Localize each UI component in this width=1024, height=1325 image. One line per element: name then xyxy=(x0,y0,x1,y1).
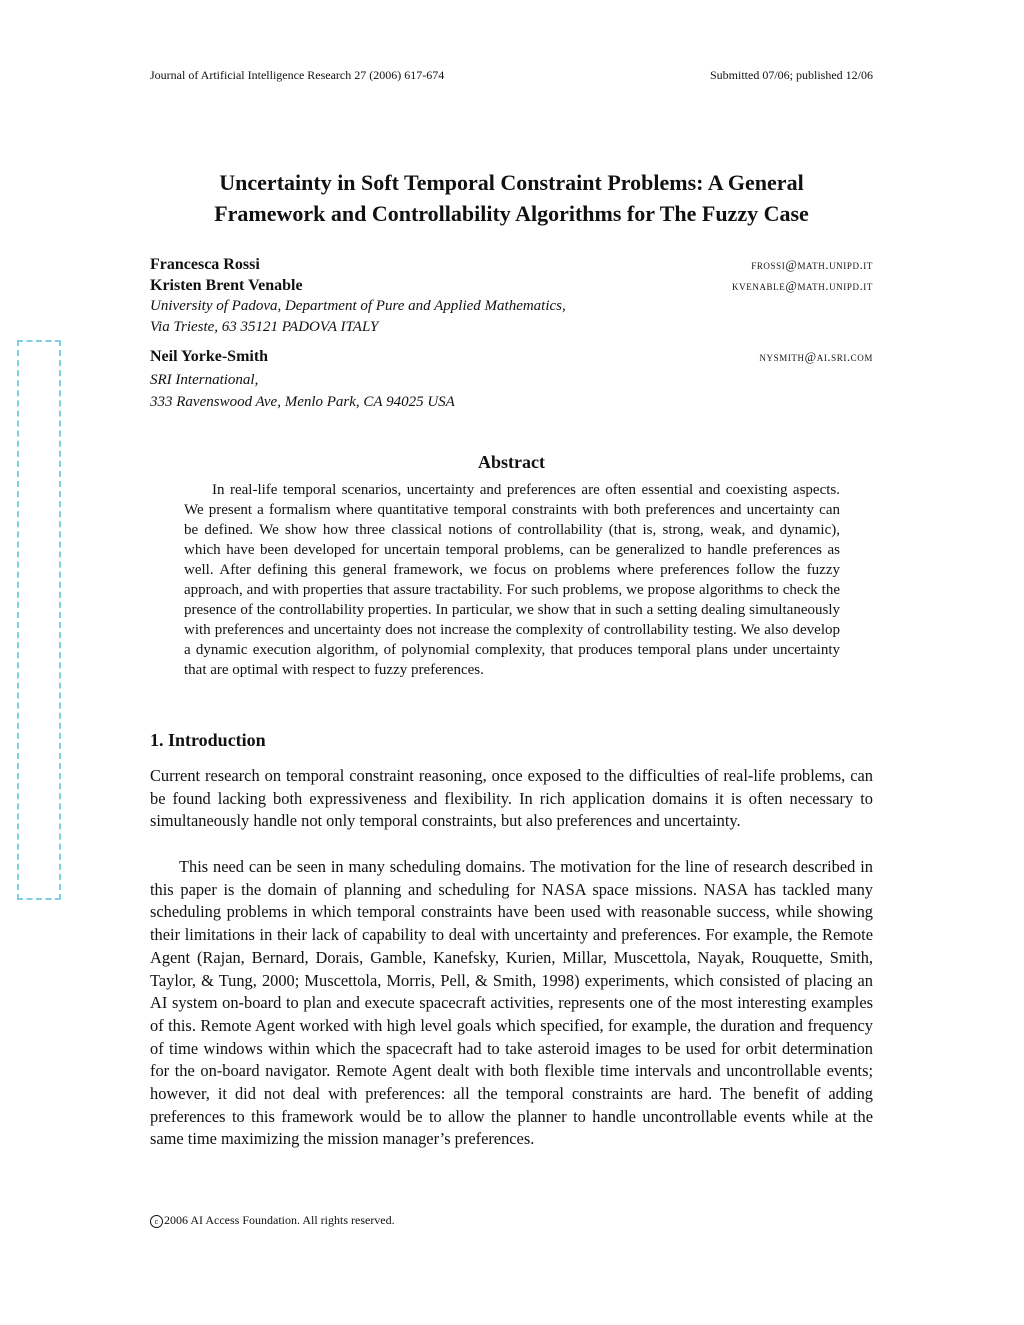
author-email: nysmith@ai.sri.com xyxy=(759,350,873,364)
title-line-1: Uncertainty in Soft Temporal Constraint Problems: A General xyxy=(219,170,804,195)
affiliation-line: 333 Ravenswood Ave, Menlo Park, CA 94025 USA xyxy=(150,394,455,410)
author-name: Francesca Rossi xyxy=(150,256,260,273)
title-line-2: Framework and Controllability Algorithms for The Fuzzy Case xyxy=(214,201,809,226)
abstract-heading: Abstract xyxy=(478,452,545,472)
submission-dates: Submitted 07/06; published 12/06 xyxy=(709,68,873,82)
author-email: frossi@math.unipd.it xyxy=(751,258,873,272)
author-email: kvenable@math.unipd.it xyxy=(732,279,873,293)
affiliation-line: Via Trieste, 63 35121 PADOVA ITALY xyxy=(150,319,379,335)
arxiv-stamp xyxy=(17,340,61,900)
intro-paragraph-1: Current research on temporal constraint reasoning, once exposed to the difficulties of real-life problems, can be found lacking both expressiveness and flexibility. In rich application domains it is often necessary to simultaneously handle not only temporal constraints, but also preferences and uncertainty. xyxy=(150,766,873,831)
author-group-padova xyxy=(150,255,873,338)
author-name: Neil Yorke-Smith xyxy=(150,348,269,365)
intro-paragraph-2: This need can be seen in many scheduling domains. The motivation for the line of research described in this paper is the domain of planning and scheduling for NASA space missions. NASA has tackled many scheduling problems in which temporal constraints have been used with reasonable success, while showing their limitations in their lack of capability to deal with uncertainty and preferences. For example, the Remote Agent (Rajan, Bernard, Dorais, Gamble, Kanefsky, Kurien, Millar, Muscettola, Nayak, Rouquette, Smith, Taylor, & Tung, 2000; Muscettola, Morris, Pell, & Smith, 1998) experiments, which consisted of placing an AI system on-board to plan and execute spacecraft activities, represents one of the most interesting examples of this. Remote Agent worked with high level goals which specified, for example, the duration and frequency of time windows within which the spacecraft had to take asteroid images to be used for orbit determination for the on-board navigator. Remote Agent dealt with both flexible time intervals and uncontrollable events; however, it did not deal with preferences: all the temporal constraints are hard. The benefit of adding preferences to this framework would be to allow the planner to handle uncontrollable events while at the same time maximizing the mission manager’s preferences. xyxy=(150,857,873,1149)
affiliation-line: University of Padova, Department of Pure and Applied Mathematics, xyxy=(150,298,566,314)
paper-title xyxy=(150,167,873,229)
author-name: Kristen Brent Venable xyxy=(150,277,303,294)
copyright-text: 2006 AI Access Foundation. All rights reserved. xyxy=(164,1213,395,1227)
journal-header: Journal of Artificial Intelligence Research 27 (2006) 617-674 xyxy=(150,68,445,82)
affiliation-line: SRI International, xyxy=(150,372,259,388)
copyright-icon: c xyxy=(150,1215,163,1228)
author-group-sri xyxy=(150,347,873,413)
copyright-footer xyxy=(150,1213,395,1228)
abstract-text: In real-life temporal scenarios, uncertainty and preferences are often essential and coexisting aspects. We present a formalism where quantitative temporal constraints with both preferences and uncertainty can be defined. We show how three classical notions of controllability (that is, strong, weak, and dynamic), which have been developed for uncertain temporal problems, can be generalized to handle preferences as well. After defining this general framework, we focus on problems where preferences follow the fuzzy approach, and with properties that assure tractability. For such problems, we propose algorithms to check the presence of the controllability properties. In particular, we show that in such a setting dealing simultaneously with preferences and uncertainty does not increase the complexity of controllability testing. We also develop a dynamic execution algorithm, of polynomial complexity, that produces temporal plans under uncertainty that are optimal with respect to fuzzy preferences. xyxy=(184,482,840,678)
section-heading: 1. Introduction xyxy=(150,730,266,750)
